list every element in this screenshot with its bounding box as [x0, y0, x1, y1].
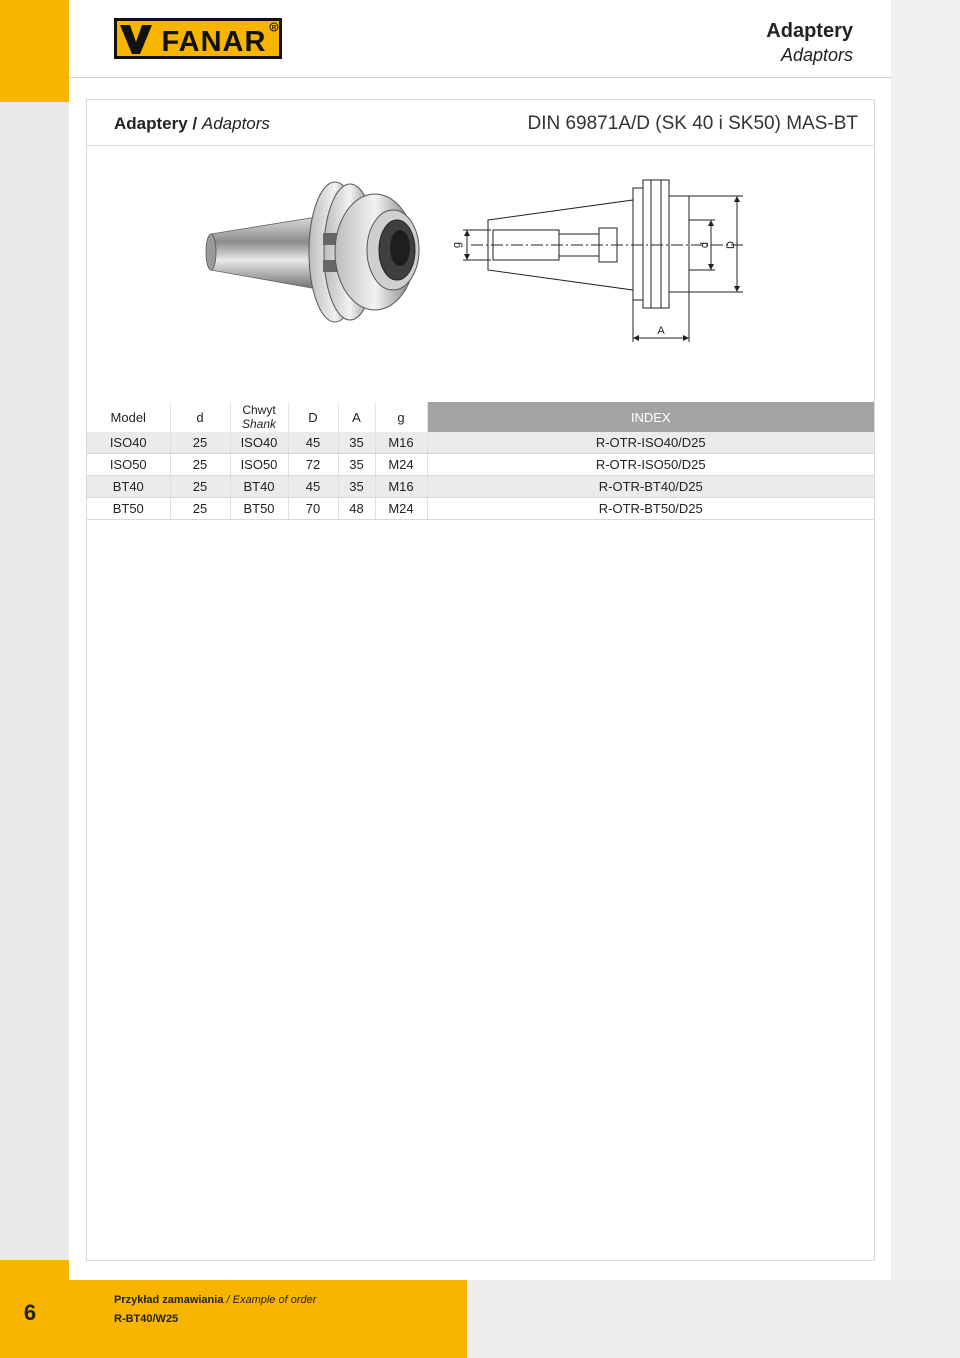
page-number: 6 — [23, 1300, 37, 1325]
left-margin-strip — [0, 102, 69, 1260]
section-title-en: Adaptors — [201, 114, 270, 133]
col-header-index: INDEX — [427, 402, 874, 432]
norm-title: DIN 69871A/D (SK 40 i SK50) MAS-BT — [527, 113, 858, 134]
cell-d: 25 — [170, 498, 230, 520]
header-title — [766, 20, 853, 66]
cell-shank: ISO50 — [230, 454, 288, 476]
product-panel — [86, 99, 875, 1261]
right-margin-strip — [891, 0, 960, 1358]
cell-index: R-OTR-BT50/D25 — [427, 498, 874, 520]
cell-d: 25 — [170, 476, 230, 498]
cell-A: 35 — [338, 432, 375, 454]
cell-g: M24 — [375, 454, 427, 476]
logo-text: FANAR — [161, 26, 267, 58]
cell-g: M16 — [375, 476, 427, 498]
section-title — [114, 114, 270, 134]
cell-g: M16 — [375, 432, 427, 454]
svg-text:R: R — [271, 25, 277, 32]
col-header-g: g — [375, 402, 427, 432]
cell-g: M24 — [375, 498, 427, 520]
fanar-logo — [114, 18, 282, 59]
cell-A: 35 — [338, 454, 375, 476]
cell-A: 35 — [338, 476, 375, 498]
cell-A: 48 — [338, 498, 375, 520]
header-title-pl: Adaptery — [766, 20, 853, 42]
cell-model: BT40 — [87, 476, 170, 498]
cell-d: 25 — [170, 432, 230, 454]
table-row — [87, 498, 874, 520]
cell-model: ISO40 — [87, 432, 170, 454]
order-example-code: R-BT40/W25 — [114, 1313, 179, 1325]
col-header-shank-pl: Chwyt — [242, 403, 276, 417]
col-header-shank-en: Shank — [241, 417, 277, 431]
col-header-D: D — [288, 402, 338, 432]
cell-index: R-OTR-ISO50/D25 — [427, 454, 874, 476]
dim-label-D: D — [725, 241, 737, 249]
cell-model: BT50 — [87, 498, 170, 520]
col-header-A: A — [338, 402, 375, 432]
header-divider — [69, 77, 891, 78]
table-header-row — [87, 402, 874, 432]
header-title-en: Adaptors — [780, 45, 853, 65]
cell-model: ISO50 — [87, 454, 170, 476]
cell-D: 45 — [288, 476, 338, 498]
dim-label-g: g — [451, 241, 463, 249]
cell-d: 25 — [170, 454, 230, 476]
col-header-d: d — [170, 402, 230, 432]
order-example-label — [114, 1294, 316, 1306]
footer-grey-band — [467, 1280, 960, 1358]
cell-shank: BT40 — [230, 476, 288, 498]
section-title-pl: Adaptery / — [114, 114, 198, 133]
order-label-pl: Przykład zamawiania — [114, 1294, 224, 1306]
panel-title-row — [87, 100, 874, 146]
dim-label-A: A — [657, 325, 665, 337]
left-accent-top — [0, 0, 69, 102]
technical-drawing — [443, 174, 761, 350]
cell-shank: ISO40 — [230, 432, 288, 454]
order-label-en: / Example of order — [226, 1294, 317, 1306]
cell-D: 72 — [288, 454, 338, 476]
cell-index: R-OTR-BT40/D25 — [427, 476, 874, 498]
dim-label-d: d — [699, 241, 711, 249]
cell-shank: BT50 — [230, 498, 288, 520]
adaptor-photo — [205, 178, 431, 323]
spec-table — [87, 402, 874, 520]
col-header-shank — [230, 402, 288, 432]
cell-index: R-OTR-ISO40/D25 — [427, 432, 874, 454]
col-header-model: Model — [87, 402, 170, 432]
cell-D: 45 — [288, 432, 338, 454]
table-row — [87, 454, 874, 476]
table-row — [87, 476, 874, 498]
cell-D: 70 — [288, 498, 338, 520]
table-row — [87, 432, 874, 454]
